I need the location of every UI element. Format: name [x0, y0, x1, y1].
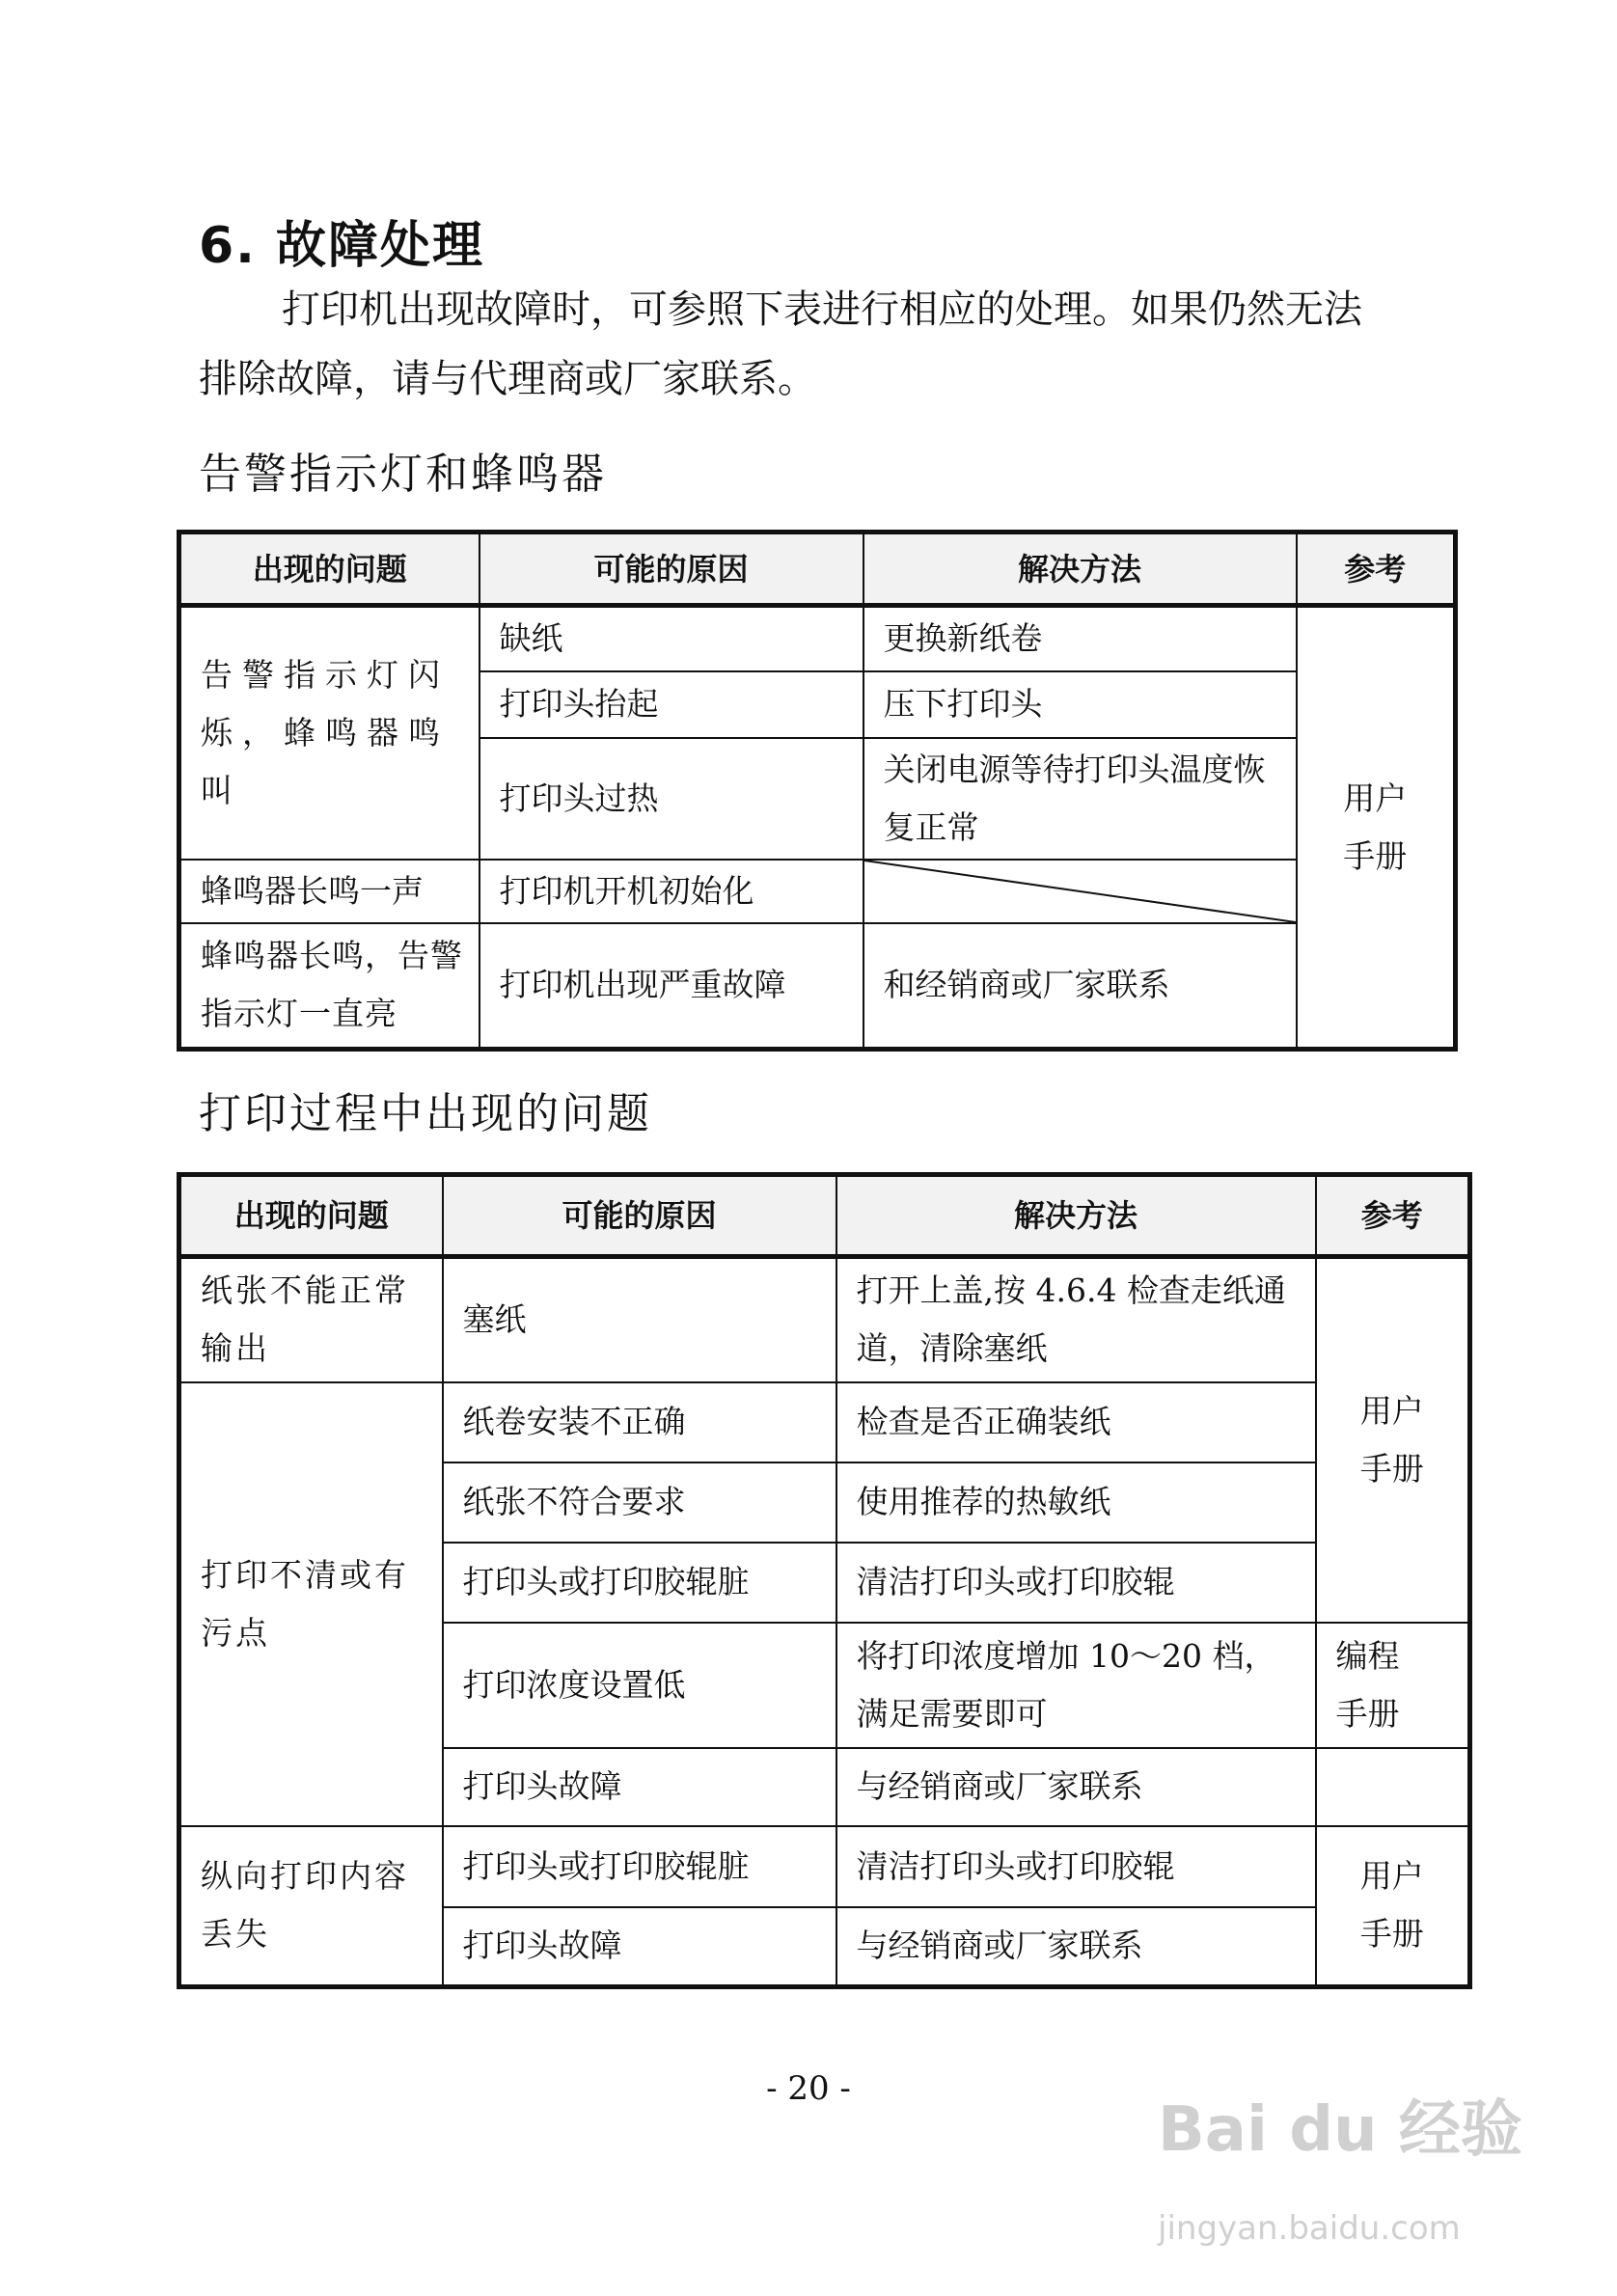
header-problem: 出现的问题 [179, 1175, 443, 1257]
solution-cell: 清洁打印头或打印胶辊 [836, 1543, 1316, 1623]
problem-cell: 纸张不能正常输出 [179, 1257, 443, 1382]
header-reference: 参考 [1297, 533, 1456, 606]
problem-cell: 纵向打印内容丢失 [179, 1826, 443, 1987]
header-cause: 可能的原因 [443, 1175, 836, 1257]
cause-cell: 缺纸 [480, 606, 863, 671]
problem-cell: 告警指示灯闪烁，蜂鸣器鸣叫 [179, 606, 480, 860]
cause-cell: 打印头过热 [480, 738, 863, 860]
header-solution: 解决方法 [836, 1175, 1316, 1257]
cause-cell: 打印机开机初始化 [480, 860, 863, 923]
table-header-row [179, 533, 1456, 606]
table-header-row [179, 1175, 1470, 1257]
solution-cell: 更换新纸卷 [863, 606, 1297, 671]
printing-problems-table [177, 1172, 1472, 1989]
problem-cell: 打印不清或有污点 [179, 1382, 443, 1826]
cause-cell: 打印头或打印胶辊脏 [443, 1543, 836, 1623]
table-row [179, 1257, 1470, 1382]
solution-cell: 将打印浓度增加 10～20 档，满足需要即可 [836, 1623, 1316, 1748]
page-number: - 20 - [766, 2069, 851, 2108]
cause-cell: 纸卷安装不正确 [443, 1382, 836, 1462]
cause-cell: 打印头抬起 [480, 671, 863, 738]
header-problem: 出现的问题 [179, 533, 480, 606]
watermark-brand: Bai du 经验 [1158, 2094, 1522, 2166]
solution-cell: 压下打印头 [863, 671, 1297, 738]
intro-line-2: 排除故障，请与代理商或厂家联系。 [199, 357, 816, 401]
solution-cell: 清洁打印头或打印胶辊 [836, 1826, 1316, 1907]
solution-cell-empty-diagonal [863, 860, 1297, 923]
table-row [179, 860, 1456, 923]
diagonal-line [864, 861, 1296, 922]
solution-cell: 使用推荐的热敏纸 [836, 1462, 1316, 1543]
solution-cell: 与经销商或厂家联系 [836, 1907, 1316, 1987]
header-reference: 参考 [1316, 1175, 1470, 1257]
watermark-url: jingyan.baidu.com [1158, 2209, 1461, 2248]
intro-paragraph [199, 275, 1472, 414]
header-solution: 解决方法 [863, 533, 1297, 606]
solution-cell: 打开上盖,按 4.6.4 检查走纸通道，清除塞纸 [836, 1257, 1316, 1382]
reference-cell: 编程手册 [1316, 1623, 1470, 1748]
solution-cell: 和经销商或厂家联系 [863, 923, 1297, 1050]
reference-cell-empty [1316, 1748, 1470, 1826]
table-row [179, 606, 1456, 671]
reference-cell: 用户手册 [1316, 1257, 1470, 1623]
reference-cell: 用户手册 [1316, 1826, 1470, 1987]
alarm-table [177, 530, 1458, 1052]
cause-cell: 打印机出现严重故障 [480, 923, 863, 1050]
section-title: 6. 故障处理 [199, 217, 485, 275]
solution-cell: 检查是否正确装纸 [836, 1382, 1316, 1462]
table-row [179, 1826, 1470, 1907]
cause-cell: 打印浓度设置低 [443, 1623, 836, 1748]
table2-heading: 打印过程中出现的问题 [199, 1089, 652, 1138]
cause-cell: 打印头或打印胶辊脏 [443, 1826, 836, 1907]
table-row [179, 1382, 1470, 1462]
baidu-jingyan-watermark [1148, 2064, 1602, 2277]
cause-cell: 打印头故障 [443, 1907, 836, 1987]
header-cause: 可能的原因 [480, 533, 863, 606]
cause-cell: 纸张不符合要求 [443, 1462, 836, 1543]
cause-cell: 塞纸 [443, 1257, 836, 1382]
problem-cell: 蜂鸣器长鸣一声 [179, 860, 480, 923]
cause-cell: 打印头故障 [443, 1748, 836, 1826]
solution-cell: 与经销商或厂家联系 [836, 1748, 1316, 1826]
table1-heading: 告警指示灯和蜂鸣器 [199, 450, 607, 499]
table-row [179, 923, 1456, 1050]
reference-cell: 用户手册 [1297, 606, 1456, 1050]
problem-cell: 蜂鸣器长鸣，告警指示灯一直亮 [179, 923, 480, 1050]
intro-line-1: 打印机出现故障时，可参照下表进行相应的处理。如果仍然无法 [282, 287, 1362, 332]
solution-cell: 关闭电源等待打印头温度恢复正常 [863, 738, 1297, 860]
